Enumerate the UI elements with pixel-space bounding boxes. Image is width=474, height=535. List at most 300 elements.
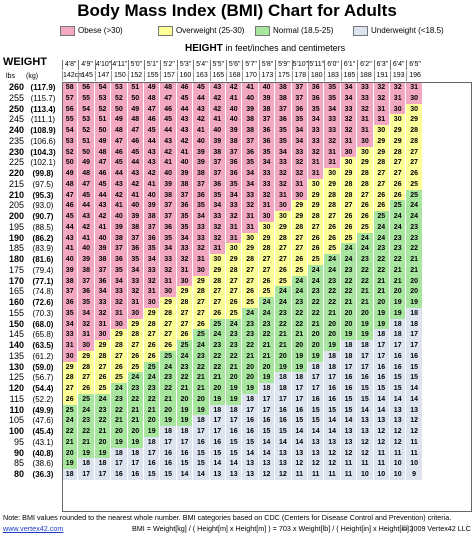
bmi-cell: 15	[406, 372, 422, 383]
bmi-cell: 25	[406, 190, 422, 201]
bmi-cell: 51	[128, 82, 144, 93]
bmi-cell: 31	[226, 233, 242, 244]
bmi-cell: 16	[390, 362, 406, 373]
height-cm-label: 183	[324, 71, 340, 81]
bmi-cell: 38	[95, 254, 111, 265]
bmi-cell: 43	[78, 211, 94, 222]
bmi-cell: 47	[62, 190, 78, 201]
bmi-cell: 23	[177, 362, 193, 373]
bmi-cell: 29	[160, 297, 176, 308]
bmi-cell: 34	[160, 243, 176, 254]
bmi-cell: 17	[242, 405, 258, 416]
bmi-cell: 27	[308, 222, 324, 233]
bmi-cell: 22	[357, 265, 373, 276]
bmi-cell: 18	[406, 319, 422, 330]
bmi-cell: 21	[128, 415, 144, 426]
bmi-cell: 16	[324, 394, 340, 405]
bmi-cell: 29	[210, 265, 226, 276]
bmi-cell: 30	[210, 254, 226, 265]
bmi-cell: 17	[78, 469, 94, 480]
bmi-cell: 31	[78, 329, 94, 340]
bmi-cell: 30	[62, 351, 78, 362]
bmi-cell: 36	[128, 243, 144, 254]
bmi-cell: 20	[390, 286, 406, 297]
bmi-cell: 26	[374, 200, 390, 211]
bmi-cell: 20	[226, 372, 242, 383]
height-ft-label: 6'5"	[406, 60, 422, 70]
bmi-cell: 27	[374, 168, 390, 179]
bmi-cell: 32	[292, 157, 308, 168]
bmi-cell: 21	[390, 265, 406, 276]
bmi-cell: 13	[390, 405, 406, 416]
bmi-cell: 43	[144, 147, 160, 158]
bmi-cell: 34	[341, 93, 357, 104]
bmi-cell: 22	[259, 329, 275, 340]
height-ft-label: 5'3"	[177, 60, 193, 70]
bmi-cell: 33	[226, 200, 242, 211]
weight-kg-label: (68.0)	[32, 319, 54, 329]
bmi-cell: 48	[111, 125, 127, 136]
bmi-cell: 17	[160, 437, 176, 448]
bmi-cell: 34	[210, 200, 226, 211]
bmi-cell: 43	[62, 233, 78, 244]
bmi-cell: 37	[292, 93, 308, 104]
table-row	[0, 243, 474, 254]
bmi-cell: 13	[226, 469, 242, 480]
bmi-cell: 15	[193, 458, 209, 469]
bmi-cell: 33	[308, 136, 324, 147]
bmi-cell: 12	[324, 458, 340, 469]
bmi-cell: 19	[226, 383, 242, 394]
height-ft-label: 5'9"	[275, 60, 291, 70]
bmi-cell: 16	[111, 469, 127, 480]
bmi-cell: 27	[226, 286, 242, 297]
bmi-cell: 29	[226, 254, 242, 265]
bmi-cell: 23	[128, 383, 144, 394]
bmi-cell: 44	[95, 190, 111, 201]
bmi-cell: 29	[390, 136, 406, 147]
bmi-cell: 13	[292, 448, 308, 459]
bmi-cell: 33	[259, 179, 275, 190]
weight-lbs-label: 80	[13, 469, 24, 479]
bmi-cell: 22	[406, 243, 422, 254]
bmi-cell: 26	[324, 222, 340, 233]
bmi-cell: 13	[259, 458, 275, 469]
bmi-cell: 20	[193, 394, 209, 405]
bmi-cell: 36	[177, 200, 193, 211]
bmi-cell: 18	[144, 437, 160, 448]
bmi-cell: 35	[177, 222, 193, 233]
table-row	[0, 222, 474, 233]
height-ft-label: 4'8"	[62, 60, 78, 70]
bmi-cell: 33	[308, 125, 324, 136]
bmi-cell: 11	[374, 448, 390, 459]
bmi-cell: 28	[292, 222, 308, 233]
height-ft-label: 6'4"	[390, 60, 406, 70]
bmi-cell: 38	[226, 136, 242, 147]
bmi-cell: 30	[144, 297, 160, 308]
table-row	[0, 265, 474, 276]
bmi-cell: 34	[324, 104, 340, 115]
bmi-cell: 32	[275, 168, 291, 179]
bmi-cell: 27	[111, 351, 127, 362]
bmi-cell: 25	[324, 243, 340, 254]
bmi-cell: 13	[275, 448, 291, 459]
height-cm-label: 191	[374, 71, 390, 81]
bmi-cell: 19	[128, 437, 144, 448]
bmi-cell: 27	[144, 329, 160, 340]
weight-kg-label: (52.2)	[32, 394, 54, 404]
bmi-cell: 22	[357, 276, 373, 287]
bmi-cell: 15	[406, 362, 422, 373]
bmi-cell: 21	[193, 383, 209, 394]
bmi-cell: 40	[193, 136, 209, 147]
bmi-cell: 24	[292, 286, 308, 297]
bmi-cell: 30	[259, 222, 275, 233]
bmi-cell: 16	[275, 415, 291, 426]
bmi-cell: 46	[177, 82, 193, 93]
bmi-cell: 15	[259, 426, 275, 437]
bmi-cell: 37	[95, 265, 111, 276]
bmi-cell: 14	[193, 469, 209, 480]
bmi-cell: 24	[177, 351, 193, 362]
bmi-cell: 49	[62, 168, 78, 179]
bmi-cell: 14	[341, 415, 357, 426]
bmi-cell: 35	[275, 125, 291, 136]
bmi-cell: 23	[374, 243, 390, 254]
bmi-cell: 42	[160, 147, 176, 158]
bmi-cell: 16	[275, 405, 291, 416]
bmi-cell: 25	[275, 276, 291, 287]
bmi-cell: 24	[324, 254, 340, 265]
bmi-cell: 23	[275, 308, 291, 319]
bmi-cell: 30	[341, 147, 357, 158]
bmi-cell: 37	[78, 276, 94, 287]
bmi-cell: 31	[374, 114, 390, 125]
bmi-cell: 22	[292, 308, 308, 319]
bmi-cell: 39	[78, 254, 94, 265]
weight-kg-label: (61.2)	[32, 351, 54, 361]
bmi-cell: 31	[357, 114, 373, 125]
bmi-cell: 28	[210, 276, 226, 287]
bmi-cell: 32	[210, 222, 226, 233]
weight-lbs-label: 125	[8, 372, 24, 383]
bmi-cell: 27	[292, 243, 308, 254]
bmi-cell: 19	[160, 415, 176, 426]
bmi-cell: 22	[226, 351, 242, 362]
bmi-cell: 31	[177, 265, 193, 276]
bmi-cell: 20	[144, 415, 160, 426]
bmi-cell: 17	[324, 372, 340, 383]
legend-swatch-overweight	[158, 26, 173, 36]
bmi-cell: 22	[324, 286, 340, 297]
bmi-cell: 49	[144, 82, 160, 93]
bmi-cell: 26	[374, 190, 390, 201]
bmi-cell: 48	[95, 147, 111, 158]
bmi-cell: 24	[144, 372, 160, 383]
bmi-cell: 28	[406, 136, 422, 147]
lbs-header: lbs	[6, 73, 15, 80]
bmi-cell: 15	[390, 383, 406, 394]
bmi-cell: 21	[144, 405, 160, 416]
height-label: HEIGHT	[185, 43, 223, 54]
bmi-cell: 47	[111, 136, 127, 147]
bmi-cell: 33	[324, 114, 340, 125]
bmi-cell: 32	[242, 200, 258, 211]
table-row	[0, 200, 474, 211]
bmi-cell: 26	[226, 297, 242, 308]
table-row	[0, 405, 474, 416]
bmi-cell: 24	[210, 329, 226, 340]
table-row	[0, 372, 474, 383]
weight-kg-label: (49.9)	[32, 405, 54, 415]
bmi-cell: 31	[226, 222, 242, 233]
bmi-cell: 38	[144, 211, 160, 222]
table-row	[0, 147, 474, 158]
bmi-cell: 48	[144, 93, 160, 104]
bmi-cell: 36	[242, 147, 258, 158]
bmi-cell: 26	[242, 286, 258, 297]
weight-kg-label: (115.7)	[30, 93, 56, 103]
bmi-cell: 43	[144, 157, 160, 168]
bmi-cell: 35	[111, 265, 127, 276]
bmi-cell: 12	[374, 437, 390, 448]
bmi-cell: 35	[62, 308, 78, 319]
bmi-cell: 19	[62, 458, 78, 469]
bmi-cell: 27	[374, 179, 390, 190]
bmi-cell: 39	[193, 147, 209, 158]
bmi-cell: 32	[390, 82, 406, 93]
bmi-cell: 27	[324, 211, 340, 222]
bmi-cell: 24	[95, 394, 111, 405]
bmi-cell: 41	[160, 157, 176, 168]
bmi-cell: 28	[242, 254, 258, 265]
bmi-cell: 31	[324, 157, 340, 168]
bmi-cell: 29	[374, 147, 390, 158]
bmi-cell: 21	[357, 297, 373, 308]
bmi-cell: 19	[374, 308, 390, 319]
bmi-cell: 40	[95, 233, 111, 244]
bmi-cell: 36	[226, 168, 242, 179]
kg-header: (kg)	[26, 73, 39, 80]
bmi-cell: 24	[406, 211, 422, 222]
bmi-cell: 18	[374, 329, 390, 340]
bmi-cell: 22	[390, 254, 406, 265]
height-ft-label: 5'5"	[210, 60, 226, 70]
bmi-cell: 31	[259, 200, 275, 211]
bmi-cell: 24	[374, 233, 390, 244]
bmi-cell: 18	[390, 329, 406, 340]
bmi-cell: 30	[390, 114, 406, 125]
height-ft-label: 5'1"	[144, 60, 160, 70]
bmi-cell: 29	[390, 125, 406, 136]
bmi-cell: 41	[95, 222, 111, 233]
bmi-cell: 40	[210, 125, 226, 136]
bmi-cell: 17	[95, 469, 111, 480]
bmi-cell: 27	[275, 254, 291, 265]
weight-kg-label: (106.6)	[30, 136, 56, 146]
bmi-cell: 21	[177, 383, 193, 394]
bmi-cell: 45	[128, 147, 144, 158]
bmi-cell: 26	[160, 340, 176, 351]
bmi-cell: 17	[390, 340, 406, 351]
bmi-cell: 38	[128, 222, 144, 233]
bmi-cell: 15	[341, 405, 357, 416]
bmi-cell: 34	[62, 319, 78, 330]
bmi-cell: 43	[160, 136, 176, 147]
height-cm-label: 178	[292, 71, 308, 81]
bmi-cell: 36	[259, 125, 275, 136]
bmi-cell: 22	[144, 394, 160, 405]
bmi-cell: 19	[341, 329, 357, 340]
bmi-cell: 13	[341, 426, 357, 437]
bmi-cell: 37	[210, 168, 226, 179]
bmi-cell: 21	[259, 351, 275, 362]
weight-kg-label: (36.3)	[32, 470, 54, 479]
bmi-cell: 21	[390, 276, 406, 287]
bmi-cell: 26	[95, 372, 111, 383]
vertex42-link[interactable]: www.vertex42.com	[3, 524, 64, 533]
weight-kg-label: (117.9)	[30, 83, 56, 92]
weight-kg-label: (59.0)	[32, 362, 54, 372]
bmi-cell: 42	[210, 93, 226, 104]
bmi-cell: 23	[308, 286, 324, 297]
bmi-cell: 12	[390, 437, 406, 448]
bmi-cell: 11	[341, 458, 357, 469]
bmi-cell: 34	[341, 82, 357, 93]
weight-kg-label: (79.4)	[32, 265, 54, 275]
bmi-cell: 11	[390, 448, 406, 459]
bmi-cell: 25	[177, 340, 193, 351]
table-row	[0, 319, 474, 330]
bmi-cell: 24	[242, 308, 258, 319]
height-cm-label: 193	[390, 71, 406, 81]
bmi-cell: 23	[210, 340, 226, 351]
table-row	[0, 276, 474, 287]
bmi-cell: 14	[259, 448, 275, 459]
bmi-cell: 28	[62, 372, 78, 383]
bmi-cell: 12	[406, 426, 422, 437]
bmi-cell: 28	[374, 157, 390, 168]
bmi-cell: 9	[406, 469, 422, 480]
bmi-cell: 20	[374, 297, 390, 308]
bmi-cell: 20	[111, 426, 127, 437]
bmi-cell: 46	[160, 104, 176, 115]
bmi-cell: 20	[275, 351, 291, 362]
bmi-cell: 34	[95, 286, 111, 297]
table-row	[0, 114, 474, 125]
bmi-cell: 19	[374, 319, 390, 330]
bmi-cell: 17	[259, 394, 275, 405]
bmi-cell: 20	[210, 383, 226, 394]
bmi-cell: 19	[275, 362, 291, 373]
bmi-cell: 19	[226, 394, 242, 405]
bmi-cell: 35	[292, 114, 308, 125]
bmi-cell: 39	[128, 211, 144, 222]
table-row	[0, 104, 474, 115]
bmi-cell: 35	[210, 190, 226, 201]
bmi-cell: 29	[111, 329, 127, 340]
bmi-cell: 19	[406, 297, 422, 308]
bmi-cell: 28	[111, 340, 127, 351]
bmi-cell: 14	[292, 437, 308, 448]
bmi-cell: 25	[78, 394, 94, 405]
bmi-cell: 33	[324, 125, 340, 136]
table-row	[0, 168, 474, 179]
bmi-cell: 22	[324, 297, 340, 308]
bmi-cell: 40	[160, 168, 176, 179]
weight-kg-label: (43.1)	[32, 437, 54, 447]
bmi-cell: 27	[62, 383, 78, 394]
bmi-cell: 16	[160, 448, 176, 459]
bmi-cell: 41	[242, 82, 258, 93]
bmi-cell: 21	[308, 319, 324, 330]
weight-lbs-label: 230	[8, 146, 24, 157]
table-row	[0, 308, 474, 319]
weight-lbs-label: 135	[8, 350, 24, 361]
height-ft-label: 5'4"	[193, 60, 209, 70]
bmi-cell: 44	[193, 93, 209, 104]
bmi-cell: 45	[177, 93, 193, 104]
bmi-cell: 39	[177, 168, 193, 179]
bmi-cell: 26	[390, 190, 406, 201]
bmi-cell: 22	[292, 319, 308, 330]
weight-kg-label: (111.1)	[30, 115, 56, 125]
bmi-cell: 32	[160, 265, 176, 276]
bmi-cell: 36	[95, 276, 111, 287]
bmi-cell: 27	[357, 190, 373, 201]
height-cm-label: 155	[144, 71, 160, 81]
bmi-cell: 18	[78, 458, 94, 469]
bmi-cell: 29	[341, 168, 357, 179]
weight-kg-label: (97.5)	[32, 179, 54, 189]
bmi-cell: 32	[324, 136, 340, 147]
bmi-cell: 39	[95, 243, 111, 254]
bmi-cell: 17	[275, 394, 291, 405]
bmi-cell: 32	[357, 104, 373, 115]
bmi-cell: 27	[242, 276, 258, 287]
bmi-cell: 23	[95, 405, 111, 416]
bmi-cell: 29	[128, 319, 144, 330]
bmi-cell: 27	[95, 362, 111, 373]
bmi-cell: 42	[226, 82, 242, 93]
bmi-cell: 47	[78, 179, 94, 190]
bmi-cell: 22	[78, 426, 94, 437]
bmi-cell: 26	[193, 319, 209, 330]
bmi-cell: 31	[242, 222, 258, 233]
bmi-cell: 11	[308, 469, 324, 480]
bmi-cell: 20	[95, 437, 111, 448]
bmi-cell: 28	[390, 147, 406, 158]
bmi-cell: 37	[128, 233, 144, 244]
bmi-cell: 21	[406, 265, 422, 276]
bmi-cell: 27	[390, 157, 406, 168]
bmi-cell: 39	[193, 157, 209, 168]
bmi-cell: 28	[78, 362, 94, 373]
bmi-cell: 29	[406, 114, 422, 125]
bmi-cell: 26	[292, 254, 308, 265]
bmi-cell: 12	[275, 469, 291, 480]
bmi-cell: 29	[275, 222, 291, 233]
bmi-cell: 18	[357, 340, 373, 351]
bmi-cell: 49	[128, 104, 144, 115]
bmi-cell: 19	[95, 448, 111, 459]
bmi-cell: 15	[242, 437, 258, 448]
bmi-cell: 15	[357, 383, 373, 394]
bmi-cell: 40	[177, 157, 193, 168]
weight-lbs-label: 220	[8, 168, 24, 178]
bmi-cell: 21	[242, 351, 258, 362]
